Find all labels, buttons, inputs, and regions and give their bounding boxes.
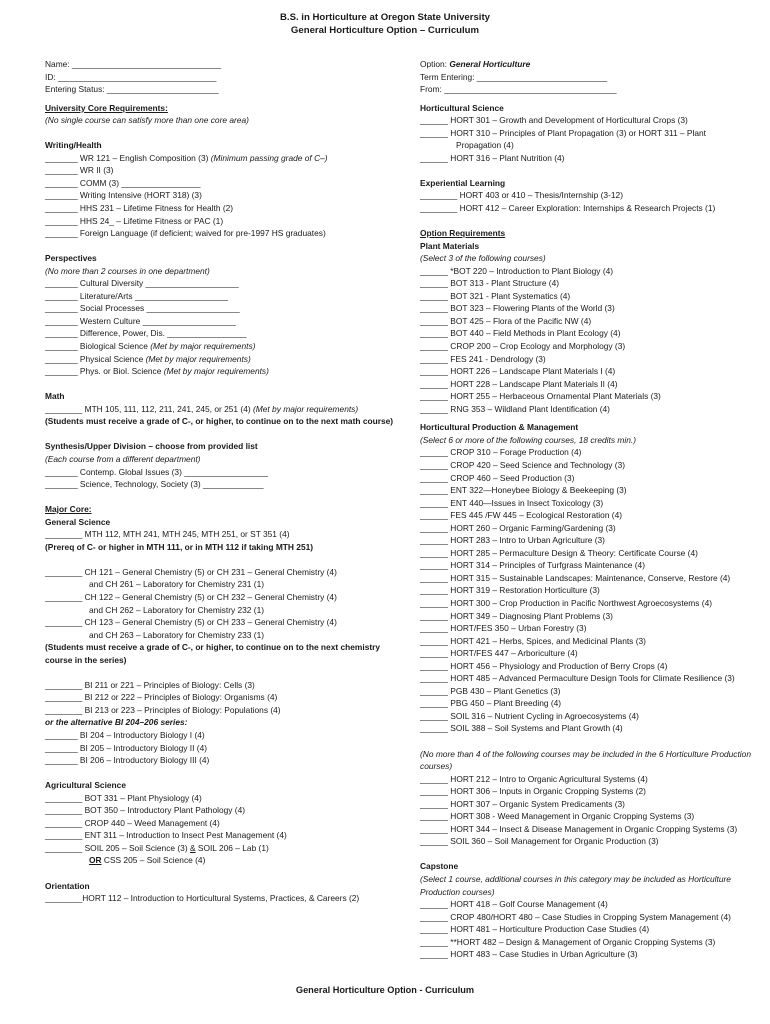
id-field[interactable]: ID: __________________________________: [45, 71, 217, 82]
production-management-list: [420, 446, 765, 735]
course-line[interactable]: ______ PGB 430 – Plant Genetics (3): [420, 685, 561, 696]
course-line[interactable]: ______ FES 445 /FW 445 – Ecological Restoration (4): [420, 510, 623, 521]
course-line[interactable]: ________ BOT 350 – Introductory Plant Pathology (4): [45, 805, 246, 816]
course-line[interactable]: _______ HHS 231 – Lifetime Fitness for Health (2): [45, 203, 234, 214]
course-line[interactable]: ______ HORT/FES 350 – Urban Forestry (3): [420, 623, 587, 634]
course-line[interactable]: ______ CROP 200 – Crop Ecology and Morphology (3): [420, 341, 626, 352]
course-line[interactable]: ______ HORT 307 – Organic System Predicaments (3): [420, 798, 625, 809]
production-management-note: (Select 6 or more of the following courses, 18 credits min.): [420, 434, 636, 445]
capstone-list: [420, 898, 765, 961]
course-line[interactable]: ______ SOIL 316 – Nutrient Cycling in Agroecosystems (4): [420, 710, 639, 721]
course-line[interactable]: ______ RNG 353 – Wildland Plant Identification (4): [420, 403, 610, 414]
course-line[interactable]: ______ SOIL 360 – Soil Management for Organic Production (3): [420, 836, 659, 847]
course-line[interactable]: ______ HORT 485 – Advanced Permaculture Design Tools for Climate Resilience (3): [420, 673, 735, 684]
course-line[interactable]: _______ HHS 24_ – Lifetime Fitness or PAC (1): [45, 215, 224, 226]
course-line[interactable]: ______ CROP 420 – Seed Science and Technology (3): [420, 459, 626, 470]
course-line[interactable]: ________ ENT 311 – Introduction to Insect Pest Management (4): [45, 830, 287, 841]
orientation-heading: Orientation: [45, 880, 90, 891]
page-footer: General Horticulture Option - Curriculum: [295, 985, 475, 995]
course-line[interactable]: ________ CH 123 – General Chemistry (5) or CH 233 – General Chemistry (4): [45, 617, 337, 628]
course-line[interactable]: ________ BI 211 or 221 – Principles of Biology: Cells (3): [45, 679, 255, 690]
course-line[interactable]: ______ HORT 483 – Case Studies in Urban Agriculture (3): [420, 949, 638, 960]
option-requirements-heading: Option Requirements: [420, 228, 506, 239]
course-line[interactable]: _______ BI 206 – Introductory Biology III (4): [45, 755, 210, 766]
course-line[interactable]: ______ HORT 349 – Diagnosing Plant Problems (3): [420, 610, 613, 621]
course-line[interactable]: _______ BI 205 – Introductory Biology II (4): [45, 742, 208, 753]
writing-list: [45, 152, 400, 240]
course-line[interactable]: _______ Science, Technology, Society (3) _____________: [45, 479, 264, 490]
course-line-continuation: Propagation (4): [456, 140, 514, 151]
course-line[interactable]: ______ HORT 308 - Weed Management in Organic Cropping Systems (3): [420, 811, 695, 822]
course-line[interactable]: ______ ENT 322—Honeybee Biology & Beekeeping (3): [420, 485, 627, 496]
course-line[interactable]: ________HORT 112 – Introduction to Horticultural Systems, Practices, & Careers (2): [45, 893, 360, 904]
perspectives-list: [45, 277, 400, 377]
course-line[interactable]: _______ Cultural Diversity ____________________: [45, 278, 239, 289]
perspectives-note: (No more than 2 courses in one department): [45, 265, 210, 276]
math-line[interactable]: ________ MTH 105, 111, 112, 211, 241, 245, or 251 (4) (Met by major requirements): [45, 403, 359, 414]
course-line[interactable]: ______ BOT 323 – Flowering Plants of the World (3): [420, 303, 615, 314]
left-column: [45, 58, 400, 905]
biology-list: [45, 679, 400, 717]
course-line[interactable]: _______ Social Processes ____________________: [45, 303, 240, 314]
university-core-note: (No single course can satisfy more than one core area): [45, 115, 249, 126]
course-line-alternative: OR CSS 205 – Soil Science (4): [89, 855, 206, 866]
course-line[interactable]: ______ HORT 283 – Intro to Urban Agriculture (3): [420, 535, 605, 546]
course-line[interactable]: ______ HORT 301 – Growth and Development of Horticultural Crops (3): [420, 115, 688, 126]
course-line[interactable]: ______ ENT 440—Issues in Insect Toxicology (3): [420, 497, 604, 508]
from-field[interactable]: From: _____________________________________: [420, 84, 617, 95]
course-line[interactable]: ______ *BOT 220 – Introduction to Plant Biology (4): [420, 265, 614, 276]
course-line[interactable]: ________ HORT 412 – Career Exploration: Internships & Research Projects (1): [420, 203, 716, 214]
right-column: [420, 58, 765, 961]
synthesis-heading: Synthesis/Upper Division – choose from provided list: [45, 441, 258, 452]
course-line[interactable]: ______ HORT 319 – Restoration Horticulture (3): [420, 585, 600, 596]
course-line[interactable]: ______ BOT 440 – Field Methods in Plant Ecology (4): [420, 328, 621, 339]
name-field[interactable]: Name: ________________________________: [45, 59, 222, 69]
general-science-heading: General Science: [45, 516, 111, 527]
course-line[interactable]: _______ WR 121 – English Composition (3) (Minimum passing grade of C–): [45, 152, 328, 163]
course-line[interactable]: _______ BI 204 – Introductory Biology I (4): [45, 729, 205, 740]
course-line[interactable]: ______ HORT 285 – Permaculture Design & Theory: Certificate Course (4): [420, 547, 698, 558]
capstone-note: (Select 1 course, additional courses in this category may be included as Horticulture Production courses): [420, 874, 731, 897]
lab-line: and CH 263 – Laboratory for Chemistry 233 (1): [89, 629, 265, 640]
chemistry-list: [45, 566, 400, 641]
course-line[interactable]: ______ HORT 421 – Herbs, Spices, and Medicinal Plants (3): [420, 635, 646, 646]
course-line[interactable]: ______ HORT 260 – Organic Farming/Gardening (3): [420, 522, 616, 533]
course-line[interactable]: _______ Phys. or Biol. Science (Met by major requirements): [45, 366, 269, 377]
organic-courses-list: [420, 773, 765, 848]
biology-alternative-heading: or the alternative BI 204–206 series:: [45, 717, 188, 728]
option-field[interactable]: Option: General Horticulture: [420, 59, 531, 69]
course-line[interactable]: ______ CROP 460 – Seed Production (3): [420, 472, 575, 483]
experiential-learning-heading: Experiential Learning: [420, 177, 506, 188]
course-line[interactable]: ______ FES 241 - Dendrology (3): [420, 353, 546, 364]
course-line[interactable]: ______ BOT 425 – Flora of the Pacific NW (4): [420, 315, 592, 326]
production-management-heading: Horticultural Production & Management: [420, 422, 579, 433]
term-entering-field[interactable]: Term Entering: ____________________________: [420, 71, 608, 82]
capstone-heading: Capstone: [420, 861, 459, 872]
course-line[interactable]: _______ Biological Science (Met by major requirements): [45, 341, 256, 352]
course-line[interactable]: ______ HORT 212 – Intro to Organic Agricultural Systems (4): [420, 773, 648, 784]
course-line[interactable]: _______ Literature/Arts ____________________: [45, 290, 229, 301]
course-line[interactable]: ______ HORT/FES 447 – Arboriculture (4): [420, 648, 578, 659]
university-core-heading: University Core Requirements:: [45, 102, 168, 113]
course-line[interactable]: ______ HORT 228 – Landscape Plant Materials II (4): [420, 378, 618, 389]
math-heading: Math: [45, 391, 65, 402]
course-line[interactable]: ________ SOIL 205 – Soil Science (3) & SOIL 206 – Lab (1): [45, 842, 269, 853]
course-line[interactable]: ________ BI 213 or 223 – Principles of Biology: Populations (4): [45, 704, 281, 715]
course-line[interactable]: ______ HORT 314 – Principles of Turfgrass Maintenance (4): [420, 560, 646, 571]
course-line[interactable]: ______ HORT 306 – Inputs in Organic Cropping Systems (2): [420, 786, 646, 797]
course-line[interactable]: ______ HORT 310 – Principles of Plant Propagation (3) or HORT 311 – Plant: [420, 127, 706, 138]
general-science-prereq: (Prereq of C- or higher in MTH 111, or in MTH 112 if taking MTH 251): [45, 541, 314, 552]
course-line[interactable]: _______ Contemp. Global Issues (3) __________________: [45, 466, 269, 477]
course-line[interactable]: ________ CROP 440 – Weed Management (4): [45, 817, 220, 828]
course-line[interactable]: ________ MTH 112, MTH 241, MTH 245, MTH 251, or ST 351 (4): [45, 529, 290, 540]
course-line[interactable]: ______ SOIL 388 – Soil Systems and Plant Growth (4): [420, 723, 623, 734]
course-line[interactable]: ______ BOT 321 - Plant Systematics (4): [420, 290, 571, 301]
course-line[interactable]: _______ Western Culture ____________________: [45, 315, 236, 326]
course-line[interactable]: ______ HORT 315 – Sustainable Landscapes: Maintenance, Conserve, Restore (4): [420, 572, 731, 583]
course-line[interactable]: ________ BI 212 or 222 – Principles of Biology: Organisms (4): [45, 692, 278, 703]
lab-line: and CH 262 – Laboratory for Chemistry 232 (1): [89, 604, 265, 615]
course-line[interactable]: ______ HORT 456 – Physiology and Production of Berry Crops (4): [420, 660, 668, 671]
chemistry-grade-note: (Students must receive a grade of C-, or higher, to continue on to the next chemistry course in the series): [45, 642, 381, 665]
writing-health-heading: Writing/Health: [45, 140, 102, 151]
organic-courses-note: (No more than 4 of the following courses may be included in the 6 Horticulture Production courses): [420, 748, 751, 772]
horticultural-science-heading: Horticultural Science: [420, 102, 504, 113]
course-line[interactable]: ______ PBG 450 – Plant Breeding (4): [420, 698, 562, 709]
entering-status-field[interactable]: Entering Status: ________________________: [45, 84, 219, 95]
course-line[interactable]: ______ **HORT 482 – Design & Management of Organic Cropping Systems (3): [420, 936, 716, 947]
course-line[interactable]: ______ CROP 480/HORT 480 – Case Studies in Cropping System Management (4): [420, 911, 731, 922]
agricultural-science-heading: Agricultural Science: [45, 780, 126, 791]
course-line[interactable]: _______ Difference, Power, Dis. _________________: [45, 328, 247, 339]
course-line[interactable]: ________ CH 121 – General Chemistry (5) or CH 231 – General Chemistry (4): [45, 566, 337, 577]
course-line[interactable]: ______ HORT 344 – Insect & Disease Management in Organic Cropping Systems (3): [420, 823, 738, 834]
course-line[interactable]: _______ WR II (3): [45, 165, 114, 176]
course-line[interactable]: ______ HORT 316 – Plant Nutrition (4): [420, 152, 565, 163]
lab-line: and CH 261 – Laboratory for Chemistry 231 (1): [89, 579, 265, 590]
perspectives-heading: Perspectives: [45, 253, 97, 264]
math-grade-note: (Students must receive a grade of C-, or higher, to continue on to the next math course): [45, 416, 394, 427]
course-line[interactable]: _______ Writing Intensive (HORT 318) (3): [45, 190, 202, 201]
course-line[interactable]: ______ HORT 300 – Crop Production in Pacific Northwest Agroecosystems (4): [420, 597, 713, 608]
course-line[interactable]: ______ HORT 255 – Herbaceous Ornamental Plant Materials (3): [420, 391, 661, 402]
course-line[interactable]: _______ COMM (3) _________________: [45, 177, 201, 188]
course-line[interactable]: ______ BOT 313 - Plant Structure (4): [420, 278, 560, 289]
course-line[interactable]: ________ CH 122 – General Chemistry (5) or CH 232 – General Chemistry (4): [45, 591, 337, 602]
course-line[interactable]: ______ CROP 310 – Forage Production (4): [420, 447, 582, 458]
title-line-2: General Horticulture Option – Curriculum: [290, 25, 480, 36]
plant-materials-heading: Plant Materials: [420, 240, 480, 251]
synthesis-note: (Each course from a different department): [45, 453, 201, 464]
course-line[interactable]: ______ HORT 226 – Landscape Plant Materials I (4): [420, 366, 616, 377]
course-line[interactable]: ______ HORT 418 – Golf Course Management (4): [420, 899, 608, 910]
course-line[interactable]: ________ BOT 331 – Plant Physiology (4): [45, 792, 202, 803]
plant-materials-note: (Select 3 of the following courses): [420, 253, 546, 264]
plant-materials-list: [420, 265, 765, 416]
major-core-heading: Major Core:: [45, 504, 92, 515]
title-line-1: B.S. in Horticulture at Oregon State University: [279, 12, 491, 23]
course-line[interactable]: ______ HORT 481 – Horticulture Production Case Studies (4): [420, 924, 650, 935]
course-line[interactable]: ________ HORT 403 or 410 – Thesis/Internship (3-12): [420, 190, 623, 201]
course-line[interactable]: _______ Physical Science (Met by major requirements): [45, 353, 251, 364]
document-title: [0, 11, 770, 37]
course-line[interactable]: _______ Foreign Language (if deficient; waived for pre-1997 HS graduates): [45, 228, 326, 239]
